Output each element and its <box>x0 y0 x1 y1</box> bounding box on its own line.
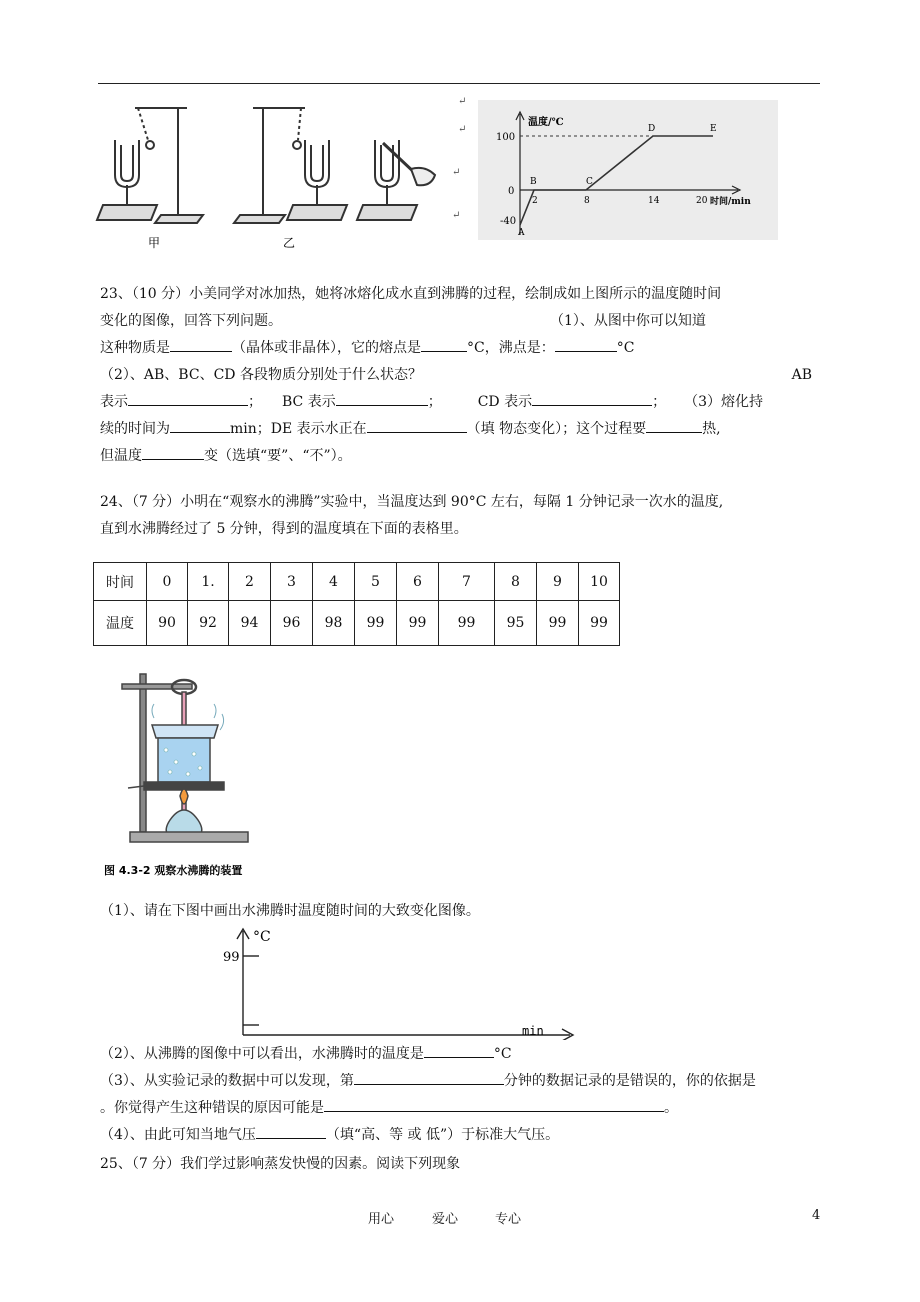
table-header-cell: 温度 <box>94 601 147 646</box>
table-cell: 8 <box>495 563 537 601</box>
answer-blank[interactable] <box>367 418 467 433</box>
q23-line4 <box>100 362 820 389</box>
q23-text: 表示 <box>100 394 128 410</box>
q23-block <box>100 281 820 470</box>
q25-line1: 25、（7 分）我们学过影响蒸发快慢的因素。阅读下列现象 <box>100 1156 461 1172</box>
q24-text: （2）、从沸腾的图像中可以看出，水沸腾时的温度是 <box>100 1046 424 1062</box>
q24-line2: 直到水沸腾经过了 5 分钟，得到的温度填在下面的表格里。 <box>100 521 468 537</box>
apparatus-caption: 图 4.3-2 观察水沸腾的装置 <box>104 864 243 877</box>
q24-sub1: （1）、请在下图中画出水沸腾时温度随时间的大致变化图像。 <box>100 903 480 919</box>
table-cell: 2 <box>229 563 271 601</box>
q24-sub3-cont <box>100 1095 820 1122</box>
footer-motto-2: 爱心 <box>432 1212 459 1227</box>
return-mark: ↵ <box>452 210 461 221</box>
footer-motto-3: 专心 <box>495 1212 522 1227</box>
table-row-time <box>94 563 620 601</box>
graph-ylabel: 温度/℃ <box>528 117 564 128</box>
answer-blank[interactable] <box>142 445 204 460</box>
graph-xlabel: 时间/min <box>710 197 751 207</box>
answer-blank[interactable] <box>336 391 428 406</box>
table-cell: 99 <box>397 601 439 646</box>
q24-intro <box>100 489 820 543</box>
table-cell: 6 <box>397 563 439 601</box>
q23-text: 变（选填“要”、“不”）。 <box>204 448 352 464</box>
answer-blank[interactable] <box>555 337 617 352</box>
answer-blank[interactable] <box>170 418 230 433</box>
drawing-axes[interactable] <box>215 925 585 1040</box>
q24-subs <box>100 1041 820 1149</box>
q23-line2 <box>100 308 820 335</box>
answer-blank[interactable] <box>324 1097 664 1112</box>
graph-point-d: D <box>648 124 656 134</box>
q23-text: °C，沸点是： <box>467 340 555 356</box>
table-cell: 90 <box>147 601 188 646</box>
table-header-cell: 时间 <box>94 563 147 601</box>
table-row-temp <box>94 601 620 646</box>
q23-text: 但温度 <box>100 448 142 464</box>
q23-line7 <box>100 443 820 470</box>
table-cell: 5 <box>355 563 397 601</box>
fork-label-jia: 甲 <box>148 236 161 250</box>
table-cell: 98 <box>313 601 355 646</box>
q23-text: ； <box>427 394 442 410</box>
q23-text: min；DE 表示水正在 <box>230 421 367 437</box>
table-cell: 7 <box>439 563 495 601</box>
table-cell: 96 <box>271 601 313 646</box>
q23-text: 热, <box>702 421 721 437</box>
table-cell: 99 <box>579 601 620 646</box>
table-cell: 95 <box>495 601 537 646</box>
page-number: 4 <box>812 1208 821 1223</box>
tuning-fork-figure <box>95 95 445 255</box>
table-cell: 9 <box>537 563 579 601</box>
axis-unit-celsius: °C <box>253 929 271 945</box>
fork-label-yi: 乙 <box>283 236 296 250</box>
table-cell: 3 <box>271 563 313 601</box>
q23-line3 <box>100 335 820 362</box>
q23-sub3: （3）熔化持 <box>684 394 764 410</box>
q23-text: 这种物质是 <box>100 340 170 356</box>
table-cell: 92 <box>188 601 229 646</box>
q24-text: 。你觉得产生这种错误的原因可能是 <box>100 1100 324 1116</box>
graph-point-a: A <box>518 228 525 238</box>
answer-blank[interactable] <box>532 391 652 406</box>
q23-text: ； <box>248 394 262 410</box>
table-cell: 0 <box>147 563 188 601</box>
temperature-time-graph <box>478 100 778 240</box>
q23-text: °C <box>616 340 635 356</box>
table-cell: 10 <box>579 563 620 601</box>
q24-text: （填“高、等 或 低”）于标准大气压。 <box>325 1127 560 1143</box>
table-cell: 99 <box>537 601 579 646</box>
table-cell: 94 <box>229 601 271 646</box>
answer-blank[interactable] <box>256 1124 326 1139</box>
q24-text: （4）、由此可知当地气压 <box>100 1127 256 1143</box>
axis-tick-99: 99 <box>223 950 240 965</box>
table-cell: 99 <box>439 601 495 646</box>
q24-text: °C <box>493 1046 512 1062</box>
boiling-apparatus-figure <box>100 670 300 878</box>
q23-text: （填 物态变化）；这个过程要 <box>466 421 647 437</box>
q24-text: （3）、从实验记录的数据中可以发现，第 <box>100 1073 354 1089</box>
q23-text: 续的时间为 <box>100 421 170 437</box>
table-cell: 99 <box>355 601 397 646</box>
q24-line1: 24、（7 分）小明在“观察水的沸腾”实验中，当温度达到 90°C 左右，每隔 1 分钟记录一次水的温度, <box>100 494 724 510</box>
q23-text: ； <box>652 394 667 410</box>
graph-xtick: 2 <box>532 196 538 206</box>
q23-line6 <box>100 416 820 443</box>
header-rule <box>98 83 820 84</box>
table-cell: 1. <box>188 563 229 601</box>
graph-xtick: 8 <box>584 196 590 206</box>
q23-text: BC 表示 <box>282 394 336 410</box>
return-mark: ↵ <box>452 167 461 178</box>
answer-blank[interactable] <box>128 391 248 406</box>
graph-yneg40: -40 <box>500 216 517 227</box>
q23-intro: 变化的图像，回答下列问题。 <box>100 313 282 329</box>
q24-text: 。 <box>664 1100 678 1116</box>
q23-text: CD 表示 <box>477 394 533 410</box>
graph-y100: 100 <box>496 132 516 143</box>
q23-line1: 23、（10 分）小美同学对冰加热，她将冰熔化成水直到沸腾的过程，绘制成如上图所示的温度随时间 <box>100 286 722 302</box>
q24-sub2 <box>100 1041 820 1068</box>
graph-xtick: 20 <box>696 196 708 206</box>
q23-sub1: （1）、从图中你可以知道 <box>550 313 706 329</box>
return-mark: ↵ <box>458 96 467 107</box>
temperature-table <box>93 562 620 646</box>
graph-point-e: E <box>710 124 717 134</box>
graph-xtick: 14 <box>648 196 660 206</box>
table-cell: 4 <box>313 563 355 601</box>
q23-text: （晶体或非晶体），它的熔点是 <box>232 340 421 356</box>
q23-text: AB <box>791 367 812 383</box>
answer-blank[interactable] <box>170 337 232 352</box>
return-mark: ↵ <box>458 124 467 135</box>
answer-blank[interactable] <box>421 337 467 352</box>
q23-sub2: （2）、AB、BC、CD 各段物质分别处于什么状态？ <box>100 367 422 383</box>
answer-blank[interactable] <box>646 418 702 433</box>
graph-point-c: C <box>586 177 593 187</box>
q23-line5 <box>100 389 820 416</box>
footer-motto-1: 用心 <box>368 1212 395 1227</box>
q24-sub4 <box>100 1122 820 1149</box>
answer-blank[interactable] <box>424 1043 494 1058</box>
axis-unit-min: min <box>522 1024 544 1038</box>
graph-point-b: B <box>530 177 537 187</box>
q24-sub3 <box>100 1068 820 1095</box>
graph-y0: 0 <box>508 186 515 197</box>
q24-text: 分钟的数据记录的是错误的，你的依据是 <box>503 1073 756 1089</box>
answer-blank[interactable] <box>354 1070 504 1085</box>
